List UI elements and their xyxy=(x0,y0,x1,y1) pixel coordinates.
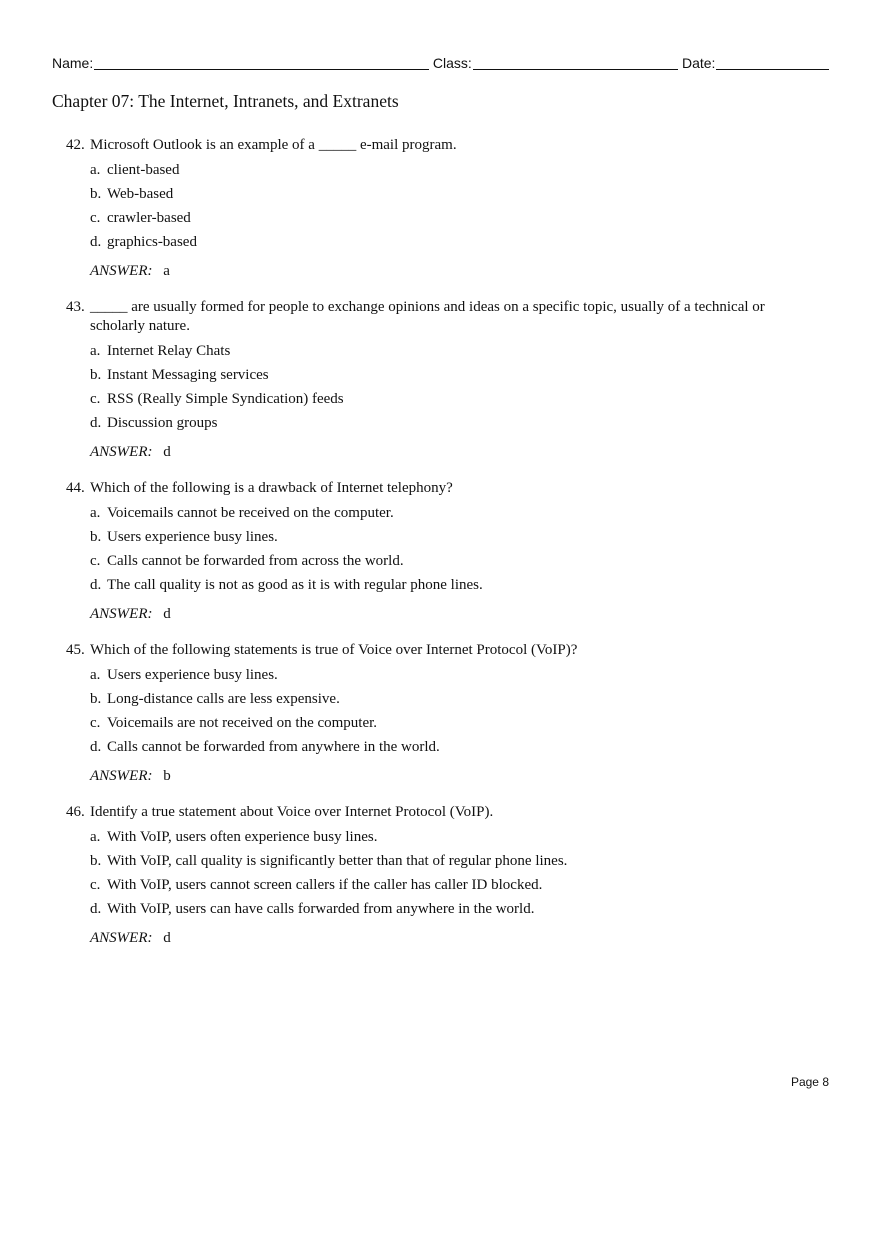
option-d xyxy=(90,897,811,921)
option-text: Web-based xyxy=(107,185,174,202)
class-field[interactable] xyxy=(473,53,678,70)
option-letter: a. xyxy=(90,504,101,521)
option-list xyxy=(90,339,811,435)
option-list xyxy=(90,158,811,254)
option-b xyxy=(90,182,811,206)
question-text: _____ are usually formed for people to exchange opinions and ideas on a specific topic, usually of a technical or scholarly nature. xyxy=(90,299,765,334)
question-43 xyxy=(66,298,811,462)
date-field[interactable] xyxy=(716,53,829,70)
option-letter: d. xyxy=(90,738,102,755)
header-fields xyxy=(52,50,829,72)
option-text: crawler-based xyxy=(107,209,191,226)
option-letter: c. xyxy=(90,876,101,893)
question-text: Microsoft Outlook is an example of a _____ e-mail program. xyxy=(90,137,457,153)
option-letter: d. xyxy=(90,414,102,431)
answer-value: a xyxy=(163,263,170,279)
answer-value: d xyxy=(163,930,171,946)
answer-value: d xyxy=(163,444,171,460)
answer-label: ANSWER: xyxy=(90,263,153,279)
option-d xyxy=(90,735,811,759)
option-text: Instant Messaging services xyxy=(107,366,269,383)
option-text: Internet Relay Chats xyxy=(107,342,231,359)
class-label: Class: xyxy=(432,55,472,71)
option-letter: a. xyxy=(90,828,101,845)
option-letter: a. xyxy=(90,161,101,178)
option-letter: b. xyxy=(90,852,102,869)
option-c xyxy=(90,549,811,573)
answer-label: ANSWER: xyxy=(90,930,153,946)
answer xyxy=(90,929,811,948)
option-letter: d. xyxy=(90,233,102,250)
option-text: Users experience busy lines. xyxy=(107,528,278,545)
date-label: Date: xyxy=(681,55,716,71)
question-44 xyxy=(66,479,811,624)
option-text: With VoIP, call quality is significantly better than that of regular phone lines. xyxy=(107,852,568,869)
option-text: Long-distance calls are less expensive. xyxy=(107,690,340,707)
option-a xyxy=(90,501,811,525)
option-letter: b. xyxy=(90,690,102,707)
answer-value: d xyxy=(163,606,171,622)
option-letter: a. xyxy=(90,666,101,683)
question-42 xyxy=(66,136,811,281)
option-a xyxy=(90,825,811,849)
answer-label: ANSWER: xyxy=(90,768,153,784)
option-text: Voicemails cannot be received on the computer. xyxy=(107,504,394,521)
option-letter: b. xyxy=(90,528,102,545)
question-number: 45. xyxy=(66,642,85,658)
option-b xyxy=(90,849,811,873)
option-c xyxy=(90,873,811,897)
option-text: Users experience busy lines. xyxy=(107,666,278,683)
option-letter: c. xyxy=(90,552,101,569)
answer xyxy=(90,605,811,624)
chapter-title: Chapter 07: The Internet, Intranets, and Extranets xyxy=(52,91,399,111)
option-list xyxy=(90,501,811,597)
answer xyxy=(90,262,811,281)
option-text: graphics-based xyxy=(107,233,197,250)
option-letter: c. xyxy=(90,390,101,407)
option-text: With VoIP, users often experience busy lines. xyxy=(107,828,378,845)
option-letter: b. xyxy=(90,366,102,383)
name-label: Name: xyxy=(52,55,94,71)
option-text: The call quality is not as good as it is with regular phone lines. xyxy=(107,576,483,593)
option-letter: a. xyxy=(90,342,101,359)
option-text: Calls cannot be forwarded from across the world. xyxy=(107,552,404,569)
option-c xyxy=(90,387,811,411)
answer-value: b xyxy=(163,768,171,784)
question-46 xyxy=(66,803,811,948)
option-b xyxy=(90,687,811,711)
question-text: Which of the following is a drawback of Internet telephony? xyxy=(90,480,453,496)
question-number: 43. xyxy=(66,299,85,315)
option-text: RSS (Really Simple Syndication) feeds xyxy=(107,390,344,407)
question-number: 42. xyxy=(66,137,85,153)
option-a xyxy=(90,339,811,363)
option-d xyxy=(90,411,811,435)
option-text: Calls cannot be forwarded from anywhere in the world. xyxy=(107,738,440,755)
option-letter: c. xyxy=(90,209,101,226)
name-field[interactable] xyxy=(94,53,429,70)
option-b xyxy=(90,363,811,387)
option-c xyxy=(90,206,811,230)
answer-label: ANSWER: xyxy=(90,444,153,460)
question-text: Which of the following statements is true of Voice over Internet Protocol (VoIP)? xyxy=(90,642,578,658)
question-list xyxy=(66,136,811,965)
question-45 xyxy=(66,641,811,786)
option-a xyxy=(90,158,811,182)
option-c xyxy=(90,711,811,735)
answer-label: ANSWER: xyxy=(90,606,153,622)
option-text: Voicemails are not received on the computer. xyxy=(107,714,378,731)
option-letter: d. xyxy=(90,900,102,917)
option-letter: b. xyxy=(90,185,102,202)
question-number: 46. xyxy=(66,804,85,820)
answer xyxy=(90,767,811,786)
option-text: With VoIP, users can have calls forwarded from anywhere in the world. xyxy=(107,900,535,917)
question-text: Identify a true statement about Voice over Internet Protocol (VoIP). xyxy=(90,804,494,820)
answer xyxy=(90,443,811,462)
option-letter: c. xyxy=(90,714,101,731)
option-text: Discussion groups xyxy=(107,414,218,431)
option-list xyxy=(90,825,811,921)
page-number: Page 8 xyxy=(790,1075,829,1089)
option-d xyxy=(90,573,811,597)
option-letter: d. xyxy=(90,576,102,593)
option-text: client-based xyxy=(107,161,180,178)
option-b xyxy=(90,525,811,549)
option-text: With VoIP, users cannot screen callers if the caller has caller ID blocked. xyxy=(107,876,543,893)
option-a xyxy=(90,663,811,687)
option-d xyxy=(90,230,811,254)
question-number: 44. xyxy=(66,480,85,496)
option-list xyxy=(90,663,811,759)
